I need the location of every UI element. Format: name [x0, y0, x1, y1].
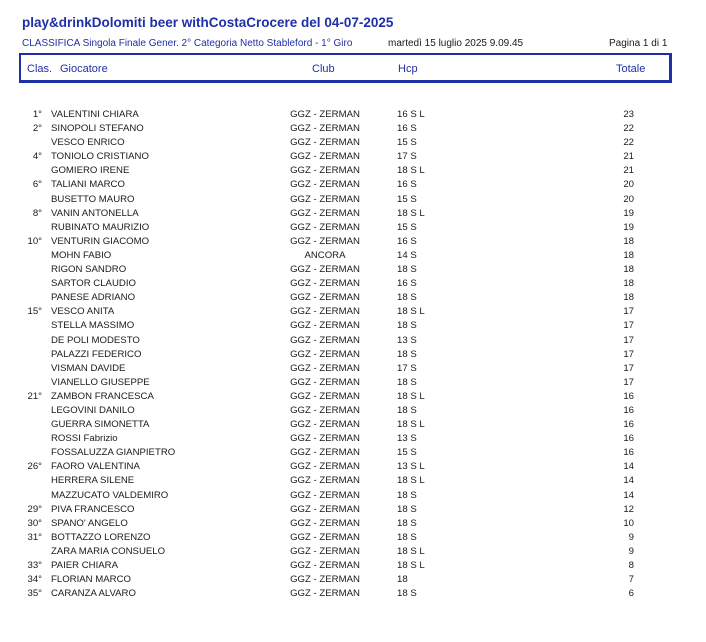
player-name: FAORO VALENTINA — [51, 461, 140, 473]
table-row — [0, 404, 706, 418]
page-number: Pagina 1 di 1 — [609, 38, 668, 49]
player-club: GGZ - ZERMAN — [290, 588, 360, 600]
player-name: PALAZZI FEDERICO — [51, 348, 142, 360]
table-row — [0, 164, 706, 178]
player-name: VIANELLO GIUSEPPE — [51, 376, 150, 388]
table-row — [0, 193, 706, 207]
table-row — [0, 221, 706, 235]
player-total: 19 — [623, 207, 634, 219]
table-row — [0, 348, 706, 362]
player-total: 14 — [623, 461, 634, 473]
table-row — [0, 334, 706, 348]
player-hcp: 13 S — [397, 433, 417, 445]
player-name: STELLA MASSIMO — [51, 320, 135, 332]
player-name: PIVA FRANCESCO — [51, 503, 135, 515]
player-hcp: 18 S L — [397, 560, 425, 571]
rank-position: 34° — [27, 574, 42, 586]
player-club: GGZ - ZERMAN — [290, 475, 360, 487]
player-total: 16 — [623, 447, 634, 459]
table-row — [0, 446, 706, 460]
player-hcp: 18 S — [397, 517, 417, 529]
table-row — [0, 207, 706, 221]
player-total: 21 — [623, 165, 634, 177]
player-club: GGZ - ZERMAN — [290, 109, 360, 120]
table-row — [0, 108, 706, 122]
player-total: 9 — [628, 531, 634, 543]
player-club: GGZ - ZERMAN — [290, 151, 360, 163]
player-hcp: 15 S — [397, 137, 417, 149]
player-hcp: 18 S — [397, 531, 417, 543]
player-name: MOHN FABIO — [51, 249, 112, 261]
table-row — [0, 291, 706, 305]
player-total: 10 — [623, 517, 634, 529]
player-club: GGZ - ZERMAN — [290, 165, 360, 177]
player-name: FOSSALUZZA GIANPIETRO — [51, 447, 176, 459]
player-hcp: 18 S L — [397, 545, 425, 557]
player-club: GGZ - ZERMAN — [290, 362, 360, 374]
player-hcp: 18 S L — [397, 390, 425, 402]
player-club: GGZ - ZERMAN — [290, 560, 360, 571]
player-club: GGZ - ZERMAN — [290, 419, 360, 431]
player-name: ZAMBON FRANCESCA — [51, 390, 154, 402]
player-club: GGZ - ZERMAN — [290, 545, 360, 557]
player-name: SPANO' ANGELO — [51, 517, 128, 529]
player-name: VANIN ANTONELLA — [51, 207, 139, 219]
table-row — [0, 136, 706, 150]
player-total: 22 — [623, 123, 634, 135]
rank-position: 2° — [32, 123, 42, 135]
player-total: 12 — [623, 503, 634, 515]
player-club: GGZ - ZERMAN — [290, 320, 360, 332]
player-name: SINOPOLI STEFANO — [51, 123, 144, 135]
player-club: GGZ - ZERMAN — [290, 306, 360, 318]
player-total: 16 — [623, 433, 634, 445]
player-name: BUSETTO MAURO — [51, 193, 135, 205]
player-name: ROSSI Fabrizio — [51, 433, 118, 445]
player-total: 16 — [623, 404, 634, 416]
player-total: 6 — [628, 588, 634, 600]
player-hcp: 17 S — [397, 151, 417, 163]
player-total: 23 — [623, 109, 634, 120]
table-row — [0, 362, 706, 376]
rank-position: 33° — [27, 560, 42, 571]
player-name: VISMAN DAVIDE — [51, 362, 126, 374]
player-club: GGZ - ZERMAN — [290, 235, 360, 247]
player-name: PANESE ADRIANO — [51, 292, 136, 304]
player-hcp: 18 S — [397, 320, 417, 332]
rank-position: 4° — [32, 151, 42, 163]
player-total: 16 — [623, 419, 634, 431]
table-row — [0, 150, 706, 164]
player-hcp: 16 S — [397, 179, 417, 191]
rank-position: 30° — [27, 517, 42, 529]
player-hcp: 15 S — [397, 193, 417, 205]
player-name: MAZZUCATO VALDEMIRO — [51, 489, 169, 501]
player-club: GGZ - ZERMAN — [290, 193, 360, 205]
player-club: GGZ - ZERMAN — [290, 376, 360, 388]
player-total: 17 — [623, 306, 634, 318]
player-total: 17 — [623, 376, 634, 388]
player-total: 17 — [623, 348, 634, 360]
player-club: GGZ - ZERMAN — [290, 489, 360, 501]
table-row — [0, 263, 706, 277]
column-header-giocatore: Giocatore — [60, 63, 108, 75]
table-row — [0, 235, 706, 249]
player-club: GGZ - ZERMAN — [290, 531, 360, 543]
player-club: GGZ - ZERMAN — [290, 123, 360, 135]
table-row — [0, 517, 706, 531]
player-hcp: 16 S — [397, 123, 417, 135]
table-row — [0, 489, 706, 503]
table-row — [0, 178, 706, 192]
player-name: GOMIERO IRENE — [51, 165, 130, 177]
player-total: 14 — [623, 489, 634, 501]
player-club: GGZ - ZERMAN — [290, 348, 360, 360]
player-hcp: 18 S L — [397, 207, 425, 219]
table-row — [0, 305, 706, 319]
rank-position: 1° — [32, 109, 42, 120]
player-hcp: 18 S — [397, 404, 417, 416]
player-club: GGZ - ZERMAN — [290, 292, 360, 304]
player-hcp: 18 S — [397, 264, 417, 276]
player-name: BOTTAZZO LORENZO — [51, 531, 151, 543]
player-hcp: 17 S — [397, 362, 417, 374]
player-club: ANCORA — [304, 249, 346, 261]
report-title: play&drinkDolomiti beer withCostaCrocere del 04-07-2025 — [22, 15, 394, 30]
table-row — [0, 573, 706, 587]
player-total: 18 — [623, 249, 634, 261]
table-row — [0, 122, 706, 136]
player-name: ZARA MARIA CONSUELO — [51, 545, 166, 557]
column-header-club: Club — [312, 63, 335, 75]
column-header-bar — [19, 53, 672, 83]
player-hcp: 18 S L — [397, 419, 425, 431]
player-hcp: 18 S L — [397, 165, 425, 177]
player-hcp: 18 — [397, 574, 408, 586]
player-total: 14 — [623, 475, 634, 487]
player-total: 16 — [623, 390, 634, 402]
player-club: GGZ - ZERMAN — [290, 503, 360, 515]
column-header-hcp: Hcp — [398, 63, 418, 75]
player-hcp: 14 S — [397, 249, 417, 261]
player-name: VESCO ANITA — [51, 306, 115, 318]
player-hcp: 18 S — [397, 292, 417, 304]
player-name: SARTOR CLAUDIO — [51, 278, 136, 290]
player-hcp: 15 S — [397, 447, 417, 459]
player-club: GGZ - ZERMAN — [290, 179, 360, 191]
table-row — [0, 587, 706, 601]
player-hcp: 15 S — [397, 221, 417, 233]
player-hcp: 18 S — [397, 489, 417, 501]
player-club: GGZ - ZERMAN — [290, 264, 360, 276]
player-hcp: 16 S — [397, 278, 417, 290]
player-club: GGZ - ZERMAN — [290, 334, 360, 346]
column-header-clas: Clas. — [27, 63, 53, 75]
player-total: 7 — [628, 574, 634, 586]
player-name: GUERRA SIMONETTA — [51, 419, 150, 431]
player-club: GGZ - ZERMAN — [290, 433, 360, 445]
player-total: 22 — [623, 137, 634, 149]
rank-position: 35° — [27, 588, 42, 600]
table-row — [0, 249, 706, 263]
print-datetime: martedì 15 luglio 2025 9.09.45 — [388, 38, 524, 49]
player-hcp: 13 S L — [397, 461, 425, 473]
player-total: 18 — [623, 264, 634, 276]
column-header-totale: Totale — [616, 63, 646, 75]
player-name: TONIOLO CRISTIANO — [51, 151, 149, 163]
player-hcp: 18 S — [397, 376, 417, 388]
ranking-table — [0, 108, 706, 601]
table-row — [0, 531, 706, 545]
table-row — [0, 474, 706, 488]
rank-position: 8° — [32, 207, 42, 219]
player-club: GGZ - ZERMAN — [290, 447, 360, 459]
player-total: 19 — [623, 221, 634, 233]
rank-position: 6° — [32, 179, 42, 191]
player-total: 9 — [628, 545, 634, 557]
player-total: 17 — [623, 320, 634, 332]
player-name: LEGOVINI DANILO — [51, 404, 135, 416]
player-name: CARANZA ALVARO — [51, 588, 136, 600]
player-total: 17 — [623, 334, 634, 346]
player-club: GGZ - ZERMAN — [290, 207, 360, 219]
table-row — [0, 277, 706, 291]
player-total: 18 — [623, 278, 634, 290]
rank-position: 21° — [27, 390, 42, 402]
player-hcp: 16 S L — [397, 109, 425, 120]
table-row — [0, 545, 706, 559]
table-row — [0, 432, 706, 446]
rank-position: 29° — [27, 503, 42, 515]
rank-position: 10° — [27, 235, 42, 247]
player-name: FLORIAN MARCO — [51, 574, 131, 586]
player-total: 17 — [623, 362, 634, 374]
table-row — [0, 559, 706, 573]
player-club: GGZ - ZERMAN — [290, 221, 360, 233]
table-row — [0, 390, 706, 404]
player-name: RIGON SANDRO — [51, 264, 127, 276]
player-name: TALIANI MARCO — [51, 179, 125, 191]
player-club: GGZ - ZERMAN — [290, 461, 360, 473]
player-name: VENTURIN GIACOMO — [51, 235, 150, 247]
player-hcp: 18 S — [397, 503, 417, 515]
rank-position: 15° — [27, 306, 42, 318]
player-hcp: 18 S — [397, 348, 417, 360]
player-hcp: 18 S L — [397, 306, 425, 318]
player-hcp: 13 S — [397, 334, 417, 346]
table-row — [0, 319, 706, 333]
player-club: GGZ - ZERMAN — [290, 390, 360, 402]
rank-position: 31° — [27, 531, 42, 543]
player-name: VALENTINI CHIARA — [51, 109, 139, 120]
player-club: GGZ - ZERMAN — [290, 137, 360, 149]
player-club: GGZ - ZERMAN — [290, 404, 360, 416]
player-total: 21 — [623, 151, 634, 163]
player-club: GGZ - ZERMAN — [290, 574, 360, 586]
player-club: GGZ - ZERMAN — [290, 517, 360, 529]
rank-position: 26° — [27, 461, 42, 473]
player-total: 20 — [623, 179, 634, 191]
player-total: 8 — [628, 560, 634, 571]
player-name: VESCO ENRICO — [51, 137, 125, 149]
player-name: DE POLI MODESTO — [51, 334, 140, 346]
table-row — [0, 503, 706, 517]
player-total: 18 — [623, 292, 634, 304]
player-name: HERRERA SILENE — [51, 475, 135, 487]
report-subtitle: CLASSIFICA Singola Finale Gener. 2° Categoria Netto Stableford - 1° Giro — [22, 38, 353, 49]
table-row — [0, 376, 706, 390]
player-total: 18 — [623, 235, 634, 247]
player-hcp: 16 S — [397, 235, 417, 247]
player-total: 20 — [623, 193, 634, 205]
table-row — [0, 460, 706, 474]
player-hcp: 18 S L — [397, 475, 425, 487]
player-name: PAIER CHIARA — [51, 560, 118, 571]
table-row — [0, 418, 706, 432]
player-name: RUBINATO MAURIZIO — [51, 221, 150, 233]
player-club: GGZ - ZERMAN — [290, 278, 360, 290]
player-hcp: 18 S — [397, 588, 417, 600]
